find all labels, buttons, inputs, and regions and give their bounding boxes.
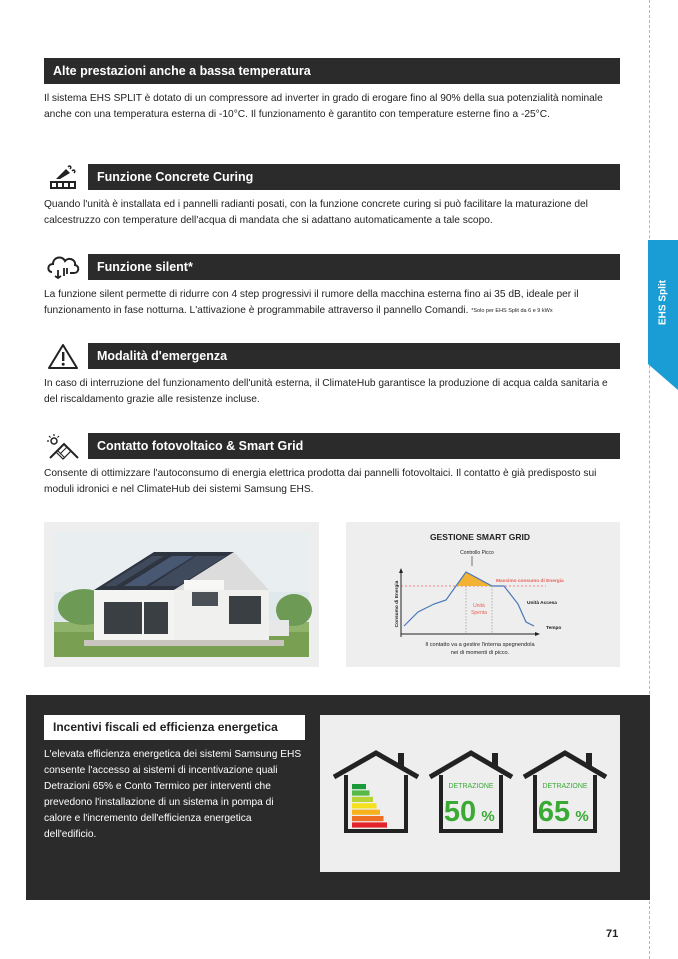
y-axis-label: Consumo di Energia [395, 580, 400, 628]
concrete-curing-icon [44, 163, 82, 193]
smart-grid-caption-2: nei di momenti di picco. [450, 650, 510, 656]
energy-class-bar [352, 803, 377, 808]
smart-grid-title: GESTIONE SMART GRID [429, 532, 531, 542]
section-title-concrete: Funzione Concrete Curing [88, 164, 620, 190]
deduction-50-label: DETRAZIONE [448, 783, 494, 790]
energy-houses [320, 715, 620, 872]
energy-class-bars [352, 784, 387, 828]
silent-footnote: *Solo per EHS Split da 6 e 9 kWx [471, 308, 553, 314]
section-text-concrete: Quando l'unità è installata ed i pannelli radianti posati, con la funzione concrete curing si può facilitare la maturazione del calcestruzzo con temperature dell'acqua di mandata che si adattano automaticamente a tale scopo. [44, 199, 588, 226]
section-text-silent [44, 287, 624, 319]
silent-text-body: La funzione silent permette di ridurre con 4 step progressivi il rumore della macchina esterna fino ai 35 dB, ideale per il funzionamento in fase notturna. L'attivazione è programmabile attraverso il pannello Comandi. [44, 289, 579, 316]
deduction-50-value: 50 [443, 796, 477, 828]
house-photo [44, 522, 319, 667]
deduction-65-label: DETRAZIONE [542, 783, 588, 790]
energy-class-bar [352, 790, 370, 795]
energy-class-bar [352, 810, 380, 815]
section-text-low-temp: Il sistema EHS SPLIT è dotato di un compressore ad inverter in grado di erogare fino al 90% della sua potenzialità nominale anche con una temperatura esterna di -10°C. Il funzionamento è garantito con temperature esterne fino a -25°C. [44, 93, 603, 120]
x-axis-arrow [535, 632, 540, 636]
side-tab-label: EHS Split [657, 279, 669, 325]
unit-on-label: Unità Accesa [527, 601, 557, 606]
warning-triangle-icon [44, 341, 82, 371]
deduction-65-house [524, 753, 606, 831]
energy-panel [320, 715, 620, 872]
x-axis-label: Tempo [546, 626, 562, 631]
energy-class-bar [352, 816, 384, 821]
smart-grid-chart [346, 522, 620, 667]
section-title-emergency: Modalità d'emergenza [88, 343, 620, 369]
deduction-65-percent: % [575, 808, 589, 825]
max-consumption-label: Massimo consumo di Energia [496, 579, 564, 584]
y-axis-arrow [399, 568, 403, 573]
energy-class-bar [352, 822, 387, 827]
section-title-pv: Contatto fotovoltaico & Smart Grid [88, 433, 620, 459]
deduction-50-percent: % [481, 808, 495, 825]
house-photo-frame [44, 522, 319, 667]
silent-cloud-icon [44, 252, 82, 282]
incentives-text: L'elevata efficienza energetica dei sistemi Samsung EHS consente l'accesso ai sistemi di incentivazione quali Detrazioni 65% e Conto Termico per interventi che prevedono l'installazione di un sistema in pompa di calore e l'incremento dell'efficienza energetica dell'edificio. [44, 749, 302, 840]
energy-class-bar [352, 784, 366, 789]
solar-house-icon [44, 432, 82, 462]
section-title-silent: Funzione silent* [88, 254, 620, 280]
section-text-pv: Consente di ottimizzare l'autoconsumo di energia elettrica prodotta dai pannelli fotovoltaici. Il contatto è già predisposto sui moduli idronici e nel ClimateHub dei sistemi Samsung EHS. [44, 468, 597, 495]
energy-class-house [334, 753, 418, 831]
deduction-50-house [430, 753, 512, 831]
section-text-emergency: In caso di interruzione del funzionamento dell'unità esterna, il ClimateHub garantisce la produzione di acqua calda sanitaria e del riscaldamento grazie alle resistenze incluse. [44, 378, 608, 405]
energy-class-bar [352, 797, 373, 802]
unit-off-label-2: Spenta [471, 610, 487, 616]
deduction-65-value: 65 [537, 796, 571, 828]
peak-control-label: Controllo Picco [460, 550, 494, 556]
section-title-low-temp: Alte prestazioni anche a bassa temperatura [44, 58, 620, 84]
incentives-title: Incentivi fiscali ed efficienza energetica [44, 715, 305, 740]
unit-off-label-1: Unità [473, 603, 485, 609]
page-number: 71 [606, 928, 619, 940]
smart-grid-caption-1: Il contatto va a gestire l'interna spegnendola [425, 642, 535, 648]
smart-grid-panel [346, 522, 620, 667]
